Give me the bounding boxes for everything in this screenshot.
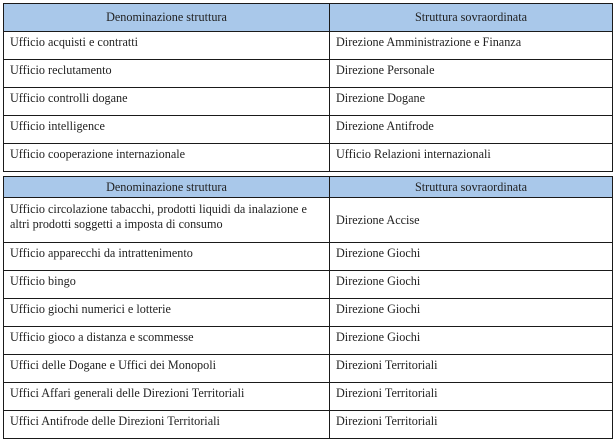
cell-denominazione: Uffici Antifrode delle Direzioni Territoriali bbox=[4, 411, 330, 439]
cell-denominazione: Ufficio cooperazione internazionale bbox=[4, 144, 330, 172]
cell-sovraordinata: Direzioni Territoriali bbox=[330, 411, 613, 439]
cell-sovraordinata: Direzione Personale bbox=[330, 60, 613, 88]
table-header-row bbox=[4, 4, 613, 32]
cell-denominazione: Ufficio intelligence bbox=[4, 116, 330, 144]
cell-denominazione: Ufficio controlli dogane bbox=[4, 88, 330, 116]
header-denominazione: Denominazione struttura bbox=[4, 4, 330, 32]
cell-sovraordinata: Direzioni Territoriali bbox=[330, 383, 613, 411]
table-header-row bbox=[4, 177, 613, 198]
table-row bbox=[4, 198, 613, 243]
table-row bbox=[4, 243, 613, 271]
structures-table-2 bbox=[3, 176, 613, 439]
table-row bbox=[4, 411, 613, 439]
cell-denominazione: Ufficio reclutamento bbox=[4, 60, 330, 88]
cell-denominazione: Uffici Affari generali delle Direzioni Territoriali bbox=[4, 383, 330, 411]
cell-sovraordinata: Direzione Giochi bbox=[330, 299, 613, 327]
cell-sovraordinata: Direzione Accise bbox=[330, 198, 613, 243]
cell-sovraordinata: Direzione Giochi bbox=[330, 271, 613, 299]
cell-denominazione: Ufficio circolazione tabacchi, prodotti liquidi da inalazione e altri prodotti soggetti a imposta di consumo bbox=[4, 198, 330, 243]
cell-sovraordinata: Direzioni Territoriali bbox=[330, 355, 613, 383]
table-row bbox=[4, 327, 613, 355]
table-row bbox=[4, 60, 613, 88]
table-row bbox=[4, 32, 613, 60]
table-row bbox=[4, 88, 613, 116]
table-row bbox=[4, 355, 613, 383]
cell-denominazione: Ufficio bingo bbox=[4, 271, 330, 299]
cell-denominazione: Uffici delle Dogane e Uffici dei Monopoli bbox=[4, 355, 330, 383]
table-row bbox=[4, 383, 613, 411]
cell-sovraordinata: Direzione Antifrode bbox=[330, 116, 613, 144]
cell-denominazione: Ufficio giochi numerici e lotterie bbox=[4, 299, 330, 327]
cell-denominazione: Ufficio acquisti e contratti bbox=[4, 32, 330, 60]
cell-denominazione: Ufficio gioco a distanza e scommesse bbox=[4, 327, 330, 355]
table-row bbox=[4, 116, 613, 144]
cell-sovraordinata: Ufficio Relazioni internazionali bbox=[330, 144, 613, 172]
structures-table-1 bbox=[3, 3, 613, 172]
header-denominazione: Denominazione struttura bbox=[4, 177, 330, 198]
table-row bbox=[4, 144, 613, 172]
cell-sovraordinata: Direzione Giochi bbox=[330, 327, 613, 355]
header-sovraordinata: Struttura sovraordinata bbox=[330, 4, 613, 32]
cell-sovraordinata: Direzione Giochi bbox=[330, 243, 613, 271]
cell-sovraordinata: Direzione Dogane bbox=[330, 88, 613, 116]
cell-denominazione: Ufficio apparecchi da intrattenimento bbox=[4, 243, 330, 271]
header-sovraordinata: Struttura sovraordinata bbox=[330, 177, 613, 198]
table-row bbox=[4, 299, 613, 327]
cell-sovraordinata: Direzione Amministrazione e Finanza bbox=[330, 32, 613, 60]
table-row bbox=[4, 271, 613, 299]
